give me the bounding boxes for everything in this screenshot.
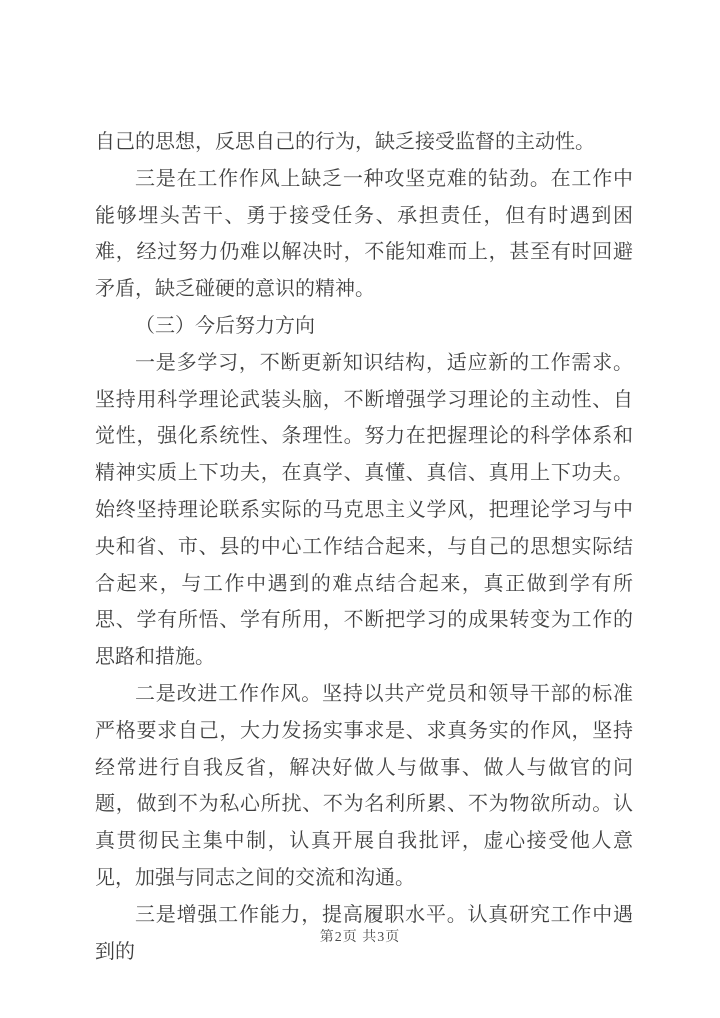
- paragraph-shortcoming-three: 三是在工作作风上缺乏一种攻坚克难的钻劲。在工作中能够埋头苦干、勇于接受任务、承担责任，但有时遇到困难，经过努力仍难以解决时，不能知难而上，甚至有时回避矛盾，缺乏碰硬的意识的精神。: [95, 167, 633, 301]
- paragraph-direction-three-ability: 三是增强工作能力，提高履职水平。认真研究工作中遇到的: [95, 903, 633, 963]
- section-heading-future-direction: （三）今后努力方向: [135, 314, 315, 337]
- document-body: [95, 124, 633, 970]
- paragraph-continuation: 自己的思想，反思自己的行为，缺乏接受监督的主动性。: [95, 131, 595, 153]
- paragraph-direction-one-study: 一是多学习，不断更新知识结构，适应新的工作需求。坚持用科学理论武装头脑，不断增强学习理论的主动性、自觉性，强化系统性、条理性。努力在把握理论的科学体系和精神实质上下功夫，在真学、真懂、真信、真用上下功夫。始终坚持理论联系实际的马克思主义学风，把理论学习与中央和省、市、县的中心工作结合起来，与自己的思想实际结合起来，与工作中遇到的难点结合起来，真正做到学有所思、学有所悟、学有所用，不断把学习的成果转变为工作的思路和措施。: [95, 351, 633, 669]
- page-number-footer: 第2页 共3页: [319, 930, 401, 945]
- paragraph-direction-two-workstyle: 二是改进工作作风。坚持以共产党员和领导干部的标准严格要求自己，大力发扬实事求是、求真务实的作风，坚持经常进行自我反省，解决好做人与做事、做人与做官的问题，做到不为私心所扰、不为名利所累、不为物欲所动。认真贯彻民主集中制，认真开展自我批评，虚心接受他人意见，加强与同志之间的交流和沟通。: [95, 682, 633, 889]
